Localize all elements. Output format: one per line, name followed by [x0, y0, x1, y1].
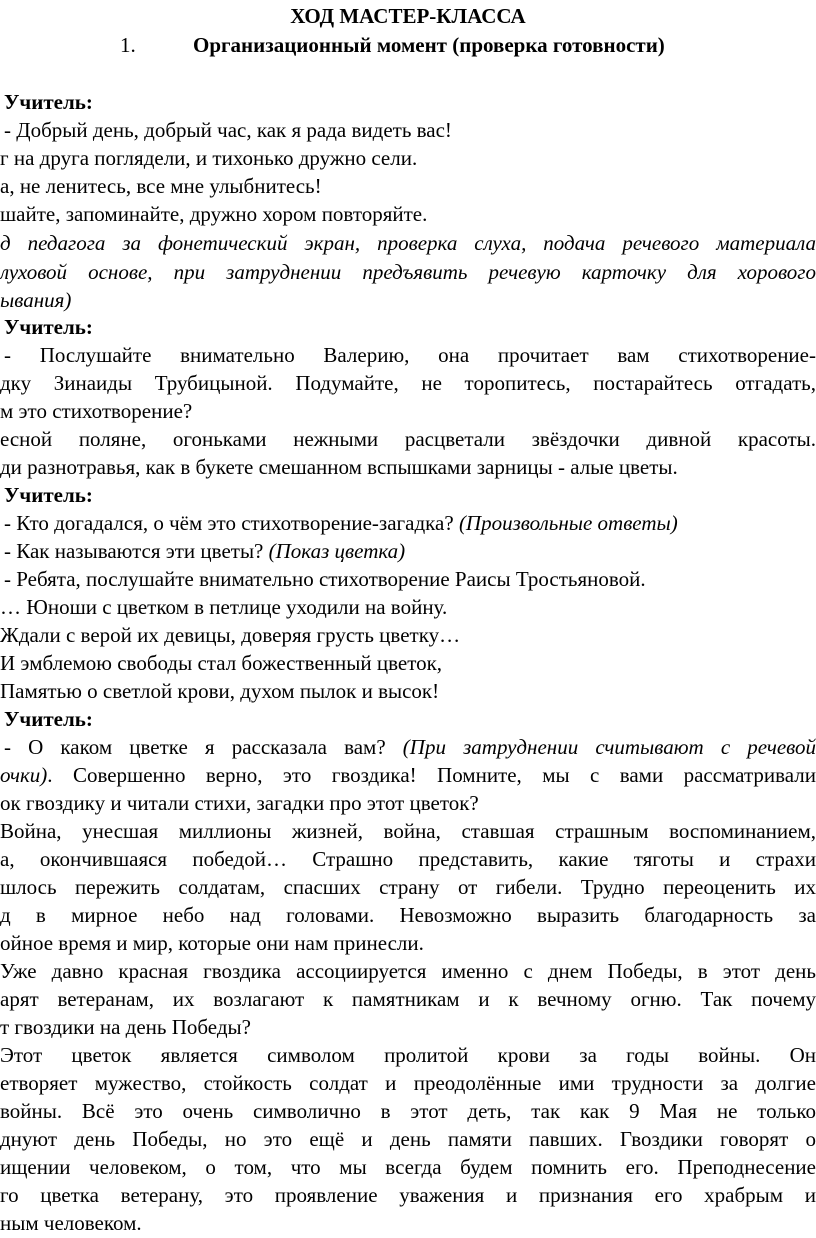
text-line: Уже давно красная гвоздика ассоциируется именно с днем Победы, в этот день	[0, 959, 816, 983]
text-line: днуют день Победы, но это ещё и день памяти павших. Гвоздики говорят о	[0, 1127, 816, 1151]
text-line	[0, 761, 816, 789]
text-line: г на друга поглядели, и тихонько дружно сели.	[0, 146, 418, 170]
text-line: ок гвоздику и читали стихи, загадки про этот цветок?	[0, 791, 479, 815]
text-line: шайте, запоминайте, дружно хором повторяйте.	[0, 202, 428, 226]
poem-line: Памятью о светлой крови, духом пылок и высок!	[0, 679, 440, 703]
text-line: м это стихотворение?	[0, 399, 193, 423]
text-line: т гвоздики на день Победы?	[0, 1015, 251, 1039]
speaker-label: Учитель:	[4, 483, 93, 507]
text-line: шлось пережить солдатам, спасших страну от гибели. Трудно переоценить их	[0, 875, 816, 899]
stage-direction: (При затруднении считывают с речевой	[402, 735, 816, 759]
question-text: - О каком цветке я рассказала вам?	[4, 735, 403, 759]
stage-direction-line: ывания)	[0, 288, 72, 312]
section-number: 1.	[120, 33, 136, 57]
question-text: - Как называются эти цветы?	[4, 539, 269, 563]
text-line: - Ребята, послушайте внимательно стихотворение Раисы Тростьяновой.	[4, 567, 646, 591]
text-line: арят ветеранам, их возлагают к памятникам и к вечному огню. Так почему	[0, 987, 816, 1011]
text-line	[4, 733, 816, 761]
text-line: - Послушайте внимательно Валерию, она прочитает вам стихотворение-	[4, 343, 816, 367]
text-line: Этот цветок является символом пролитой крови за годы войны. Он	[0, 1043, 816, 1067]
text-line: ным человеком.	[0, 1211, 142, 1235]
poem-line: И эмблемою свободы стал божественный цветок,	[0, 651, 443, 675]
poem-line: есной поляне, огоньками нежными расцветали звёздочки дивной красоты.	[0, 427, 816, 451]
text-line: дку Зинаиды Трубицыной. Подумайте, не торопитесь, постарайтесь отгадать,	[0, 371, 816, 395]
stage-direction-line: д педагога за фонетический экран, проверка слуха, подача речевого материала	[0, 231, 816, 255]
speaker-label: Учитель:	[4, 90, 93, 114]
text-line	[4, 509, 816, 537]
question-text: - Кто догадался, о чём это стихотворение-загадка?	[4, 511, 459, 535]
speaker-label: Учитель:	[4, 707, 93, 731]
poem-line: ди разнотравья, как в букете смешанном вспышками зарницы - алые цветы.	[0, 455, 678, 479]
text-line: а, не ленитесь, все мне улыбнитесь!	[0, 174, 322, 198]
stage-direction: (Показ цветка)	[268, 539, 406, 563]
speaker-label: Учитель:	[4, 315, 93, 339]
stage-direction-line: луховой основе, при затруднении предъявить речевую карточку для хорового	[0, 260, 816, 284]
text-line: д в мирное небо над головами. Невозможно выразить благодарность за	[0, 903, 816, 927]
text-line: етворяет мужество, стойкость солдат и преодолённые ими трудности за долгие	[0, 1071, 816, 1095]
text-line: а, окончившаяся победой… Страшно представить, какие тяготы и страхи	[0, 847, 816, 871]
stage-direction: очки)	[0, 763, 48, 787]
text-line: ойное время и мир, которые они нам принесли.	[0, 931, 424, 955]
text-line: го цветка ветерану, это проявление уважения и признания его храбрым и	[0, 1183, 816, 1207]
stage-direction: (Произвольные ответы)	[458, 511, 678, 535]
text-line: войны. Всё это очень символично в этот деть, так как 9 Мая не только	[0, 1099, 816, 1123]
text-line	[4, 537, 816, 565]
text-line: Война, унесшая миллионы жизней, война, ставшая страшным воспоминанием,	[0, 819, 816, 843]
text-line: - Добрый день, добрый час, как я рада видеть вас!	[4, 118, 452, 142]
section-heading	[0, 31, 816, 59]
poem-line: … Юноши с цветком в петлице уходили на войну.	[0, 595, 448, 619]
document-title: ХОД МАСТЕР-КЛАССА	[290, 4, 526, 28]
section-title: Организационный момент (проверка готовности)	[193, 33, 665, 57]
answer-text: . Совершенно верно, это гвоздика! Помните, мы с вами рассматривали	[47, 763, 816, 787]
poem-line: Ждали с верой их девицы, доверяя грусть цветку…	[0, 623, 461, 647]
text-line: ищении человеком, о том, что мы всегда будем помнить его. Преподнесение	[0, 1155, 816, 1179]
